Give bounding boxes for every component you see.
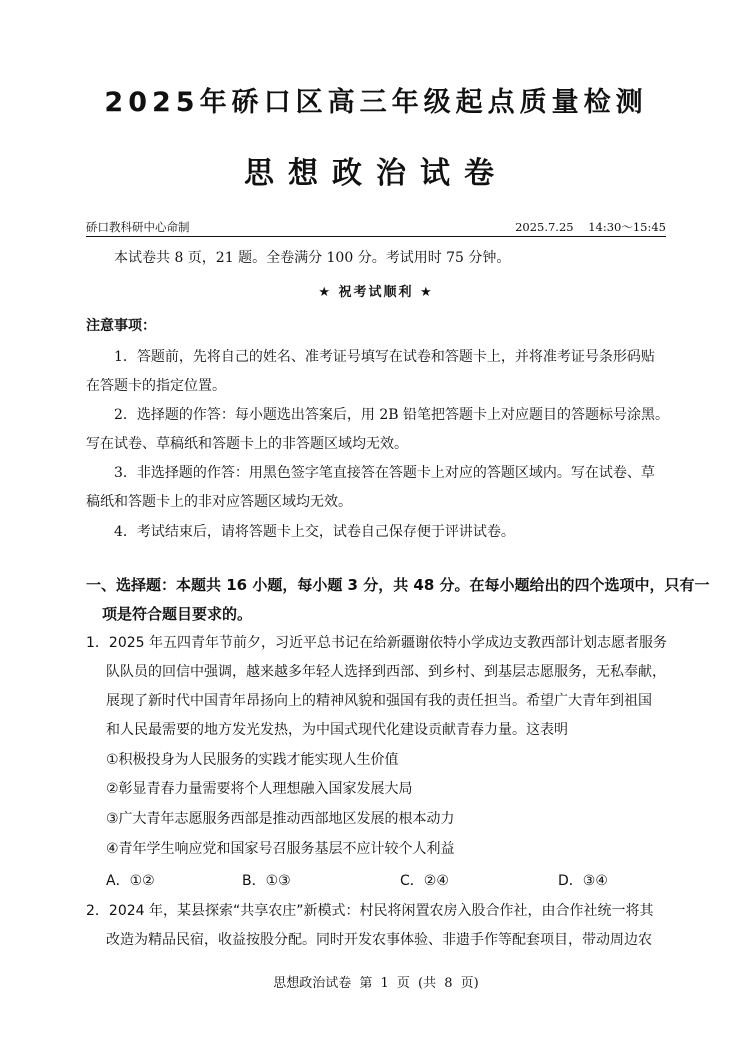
notice-item-2-cont: [86, 434, 666, 454]
q1-option-d: D．③④: [558, 873, 608, 889]
notice-item-2-line1: 2．选择题的作答：每小题选出答案后，用 2B 铅笔把答题卡上对应题目的答题标号涂黑。: [114, 407, 670, 423]
exam-date-time: 2025.7.25 14:30～15:45: [515, 220, 666, 234]
q1-option-b: B．①③: [242, 873, 291, 889]
section-heading-cont: 项是符合题目要求的。: [102, 605, 253, 623]
q1-stem-line4: 和人民最需要的地方发光发热，为中国式现代化建设贡献青春力量。这表明: [106, 722, 568, 738]
notice-item-1-line2: 在答题卡的指定位置。: [86, 378, 226, 394]
q1-option-a: A．①②: [106, 873, 155, 889]
q1-statement-2: ②彰显青春力量需要将个人理想融入国家发展大局: [106, 781, 413, 797]
q1-statement-3: ③广大青年志愿服务西部是推动西部地区发展的根本动力: [106, 811, 455, 827]
q1-statement-1: ①积极投身为人民服务的实践才能实现人生价值: [106, 752, 399, 768]
notice-item-3-line2: 稿纸和答题卡上的非对应答题区域均无效。: [86, 494, 352, 510]
section-heading: 一、选择题：本题共 16 小题，每小题 3 分，共 48 分。在每小题给出的四个选项中，只有一: [86, 576, 710, 594]
exam-intro: 本试卷共 8 页，21 题。全卷满分 100 分。考试用时 75 分钟。: [114, 250, 511, 266]
q1-statement-4: ④青年学生响应党和国家号召服务基层不应计较个人利益: [106, 841, 455, 857]
good-luck-banner: ★ 祝考试顺利 ★: [318, 285, 434, 300]
exam-subtitle: 思想政治试卷: [244, 156, 508, 191]
notice-heading: 注意事项：: [86, 318, 156, 334]
notice-item-4: [86, 522, 666, 542]
issuer-label: 硚口教科研中心命制: [86, 220, 190, 234]
notice-item-2-line2: 写在试卷、草稿纸和答题卡上的非答题区域均无效。: [86, 436, 408, 452]
q1-stem-line3: 展现了新时代中国青年昂扬向上的精神风貌和强国有我的责任担当。希望广大青年到祖国: [106, 693, 652, 709]
header-divider: [86, 236, 666, 237]
notice-item-3-line1: 3．非选择题的作答：用黑色签字笔直接答在答题卡上对应的答题区域内。写在试卷、草: [114, 465, 655, 481]
q2-stem-line1: 2．2024 年，某县探索“共享农庄”新模式：村民将闲置农房入股合作社，由合作社统一将其: [86, 903, 654, 919]
q1-option-c: C．②④: [400, 873, 449, 889]
notice-item-1: [86, 347, 666, 367]
notice-item-4-line1: 4．考试结束后，请将答题卡上交，试卷自己保存便于评讲试卷。: [114, 524, 515, 540]
notice-item-2: [86, 405, 670, 425]
exam-title: 2025年硚口区高三年级起点质量检测: [104, 87, 648, 118]
notice-item-1-line1: 1．答题前，先将自己的姓名、准考证号填写在试卷和答题卡上，并将准考证号条形码贴: [114, 349, 655, 365]
notice-item-1-cont: [86, 376, 666, 396]
notice-item-3: [86, 463, 666, 483]
q1-stem-line1: 1．2025 年五四青年节前夕，习近平总书记在给新疆谢依特小学成边支教西部计划志愿者服务: [86, 635, 667, 651]
q1-stem-line2: 队队员的回信中强调，越来越多年轻人选择到西部、到乡村、到基层志愿服务，无私奉献，: [106, 664, 666, 680]
q2-stem-line2: 改造为精品民宿，收益按股分配。同时开发农事体验、非遗手作等配套项目，带动周边农: [106, 932, 652, 948]
notice-item-3-cont: [86, 492, 666, 512]
page-footer: 思想政治试卷 第 1 页 (共 8 页): [273, 976, 479, 991]
